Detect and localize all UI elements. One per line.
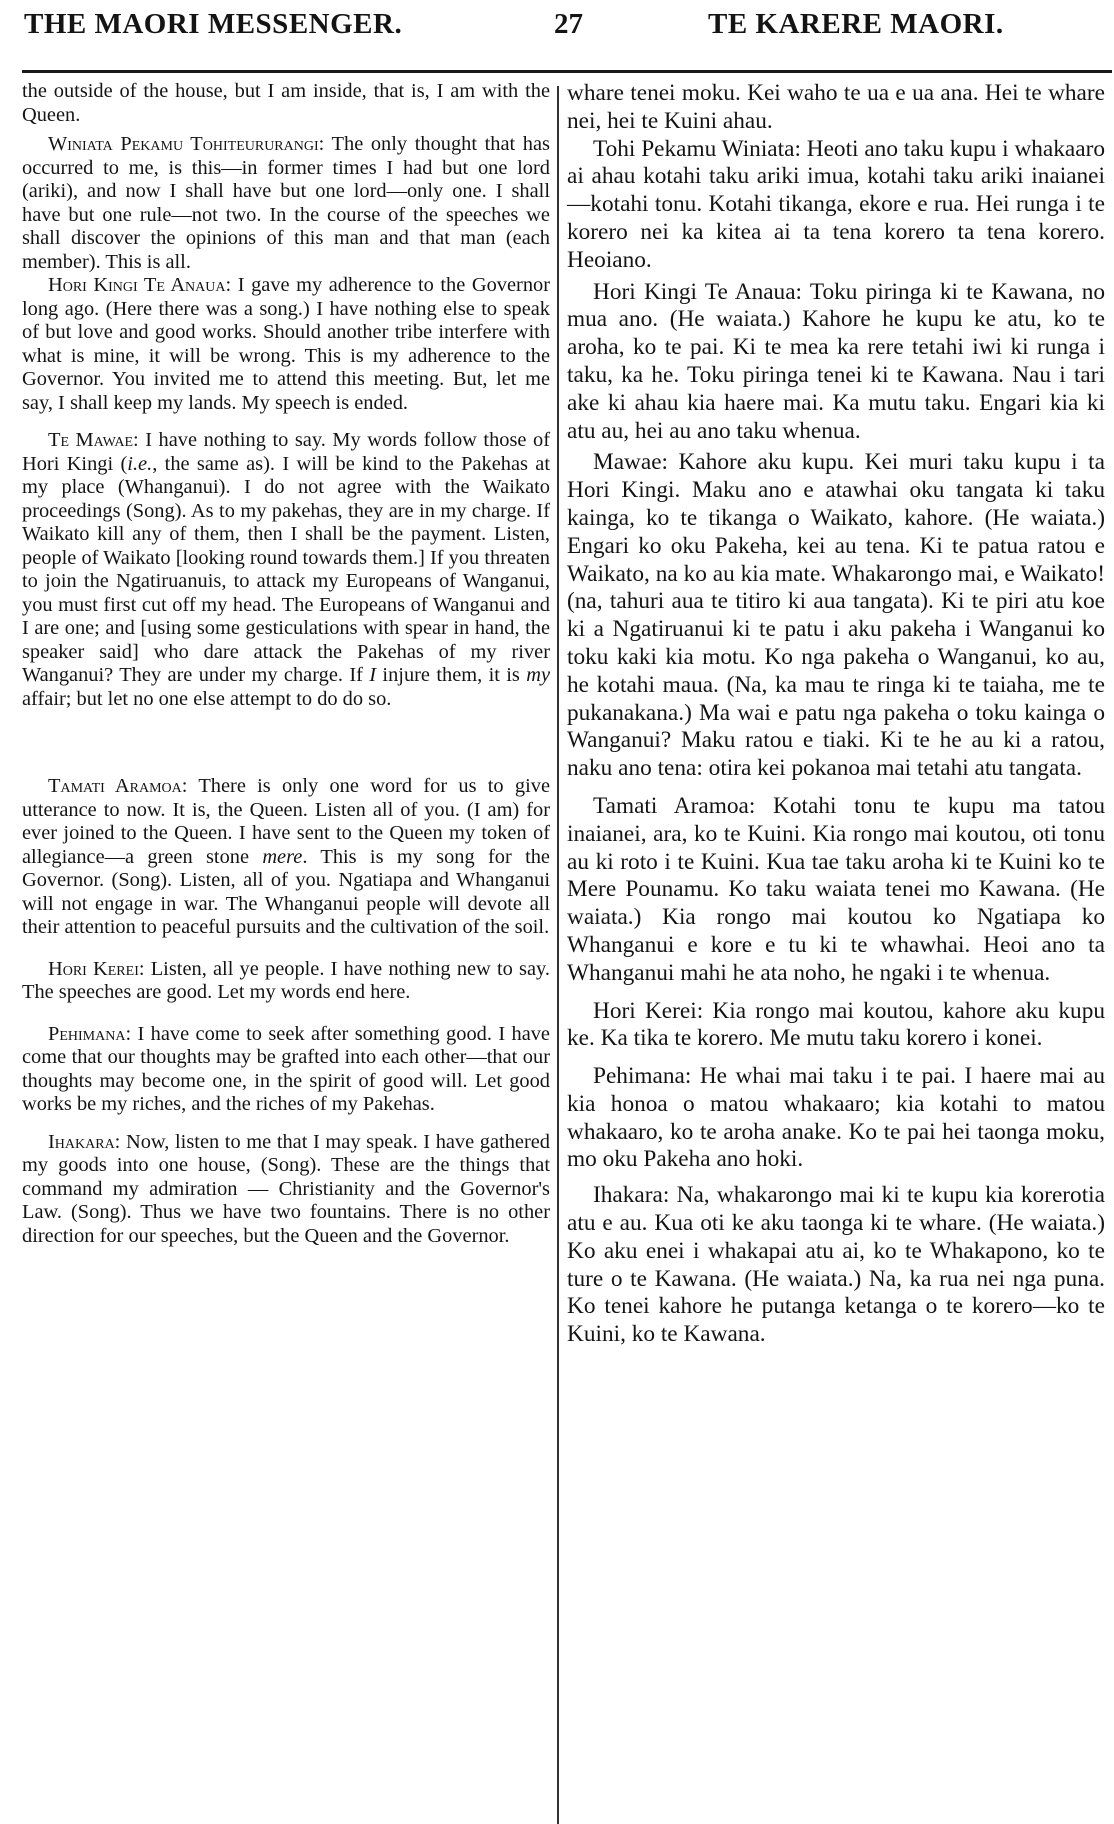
english-paragraph-continuation: the outside of the house, but I am inside, that is, I am with the Queen. xyxy=(22,80,550,126)
maori-paragraph-pehimana: Pehimana: He whai mai taku i te pai. I haere mai au kia honoa o matou whakaaro; kia kotahi to matou whakaaro, ko te aroha anake. Ko te pai hei taonga moku, mo oku Pakeha ano hoki. xyxy=(567,1063,1105,1173)
speaker-name: Hori Kerei: xyxy=(48,957,145,980)
speech-text: , the same as). I will be kind to the Pakehas at my place (Whanganui). I do not agree with the Waikato proceedings (Song). As to my pakehas, they are in my charge. If Waikato kill any of them, then I shall be the payment. Listen, people of Waikato [looking round towards them.] If you threaten to join the Ngatiruanuis, to attack my Europeans of Wanganui, you must first cut off my head. The Europeans of Wanganui and I are one; and [using some gesticulations with spear in hand, the speaker said] who dare attack the Pakehas of my river Wanganui? They are under my charge. If xyxy=(22,452,551,686)
speech-text-italic: I xyxy=(369,664,377,686)
column-divider xyxy=(557,86,559,1824)
page-number: 27 xyxy=(554,8,583,40)
english-paragraph-hori-kingi xyxy=(22,274,550,415)
header-rule xyxy=(22,70,1112,73)
speech-text: Listen, all ye people. I have nothing new to say. The speeches are good. Let my words end here. xyxy=(22,957,550,1003)
english-paragraph-pehimana xyxy=(22,1023,550,1117)
speaker-name: Tamati Aramoa: xyxy=(48,775,188,797)
speaker-name: Hori Kingi Te Anaua: xyxy=(48,274,232,296)
english-column xyxy=(22,80,550,1248)
speaker-name: Winiata Pekamu Tohiteururangi: xyxy=(48,133,325,155)
speech-text: Now, listen to me that I may speak. I have gathered my goods into one house, (Song). These are the things that command my admiration — Christianity and the Governor's Law. (Song). Thus we have two fountains. There is no other direction for our speeches, but the Queen and the Governor. xyxy=(22,1130,550,1247)
maori-masthead: TE KARERE MAORI. xyxy=(708,8,1004,40)
speaker-name: Ihakara: xyxy=(48,1130,121,1153)
maori-paragraph-tohi: Tohi Pekamu Winiata: Heoti ano taku kupu i whakaaro ai ahau kotahi taku ariki imua, kotahi taku ariki inaianei—kotahi tonu. Kotahi tikanga, ekore e rua. Hei runga i te korero nei ka kitea ai ta tena korero ta tena korero. Heoiano. xyxy=(567,135,1105,273)
english-paragraph-hori-kerei xyxy=(22,958,550,1005)
speech-text: The only thought that has occurred to me, is this—in former times I had but one lord (ariki), and now I shall have but one lord—only one. I shall have but one rule—not two. In the course of the speeches we shall discover the opinions of this man and that man (each member). This is all. xyxy=(22,133,550,273)
speech-text-italic: my xyxy=(526,664,550,686)
page-header xyxy=(0,6,1114,56)
maori-paragraph-ihakara: Ihakara: Na, whakarongo mai ki te kupu kia korerotia atu e au. Kua oti ke aku taonga ki te whare. (He waiata.) Ko aku enei i whakapai atu ai, ko te Whakapono, ko te ture o te Kawana. (He waiata.) Na, ka rua nei nga puna. Ko tenei kahore he putanga ketanga o te korero—ko te Kuini, ko te Kawana. xyxy=(567,1182,1105,1348)
english-masthead: THE MAORI MESSENGER. xyxy=(24,8,403,40)
maori-paragraph-mawae: Mawae: Kahore aku kupu. Kei muri taku kupu i ta Hori Kingi. Maku ano e atawhai oku tangata ki taku kainga, ko te tikanga o Waikato, kahore. (He waiata.) Engari ko oku Pakeha, kei au tena. Ki te patua ratou e Waikato, na ko au kia mate. Whakarongo mai, e Waikato! (na, tahuri aua te titiro ki aua tangata). Ki te piri atu koe ki a Ngatiruanui ki te patu i aku pakeha i Wanganui ko toku kaki kia motu. Ko nga pakeha o Wanganui, ko au, he kotahi maua. (Na, ka mau te ringa ki te taiaha, me te pukanakana.) Ma wai e patu nga pakeha o toku kainga o Wanganui? Maku ratou e tiaki. Ki te he au ki a ratou, naku ano tena: otira kei pokanoa mai tetahi atu tangata. xyxy=(567,449,1105,782)
speech-text: . This is my song for the Governor. (Song). Listen, all of you. Ngatiapa and Whanganui will not engage in war. The Whanganui people will devote all their attention to peaceful pursuits and the cultivation of the soil. xyxy=(22,845,550,938)
english-paragraph-winiata xyxy=(22,133,550,274)
speech-text: I gave my adherence to the Governor long ago. (Here there was a song.) I have nothing else to speak of but love and good works. Should another tribe interfere with what is mine, it will be wrong. This is my adherence to the Governor. You invited me to attend this meeting. But, let me say, I shall keep my lands. My speech is ended. xyxy=(22,274,550,414)
speaker-name: Pehimana: xyxy=(48,1022,132,1045)
english-paragraph-tamati-aramoa xyxy=(22,775,550,940)
speech-text: There is only one word for us to give utterance to now. It is, the Queen. Listen all of you. (I am) for ever joined to the Queen. I have sent to the Queen my token of allegiance—a green stone xyxy=(22,775,550,868)
maori-paragraph-continuation: whare tenei moku. Kei waho te ua e ua ana. Hei te whare nei, hei te Kuini ahau. xyxy=(567,80,1105,134)
maori-paragraph-hori-kingi: Hori Kingi Te Anaua: Toku piringa ki te Kawana, no mua ano. (He waiata.) Kahore he kupu ke atu, ko te aroha, ko te pai. Ki te mea ka rere tetahi iwi ki runga i taku, ka he. Toku piringa tenei ki te Kawana. Nau i tari ake ki ahau kia haere mai. Ka mutu taku. Engari kia ki atu au, hei au ano taku whenua. xyxy=(567,278,1105,444)
speech-text: I have come to seek after something good. I have come that our thoughts may be grafted into each other—that our thoughts may become one, in the spirit of good will. Let good works be my riches, and the riches of my Pakehas. xyxy=(22,1022,550,1115)
speaker-name: Te Mawae: xyxy=(48,429,139,451)
speech-text-italic: mere xyxy=(262,845,303,868)
speech-text: injure them, it is xyxy=(376,664,527,686)
speech-text-italic: i.e. xyxy=(127,452,153,475)
maori-column xyxy=(567,80,1105,1349)
maori-paragraph-hori-kerei: Hori Kerei: Kia rongo mai koutou, kahore aku kupu ke. Ka tika te korero. Me mutu taku korero i konei. xyxy=(567,997,1105,1052)
english-paragraph-te-mawae xyxy=(22,429,550,711)
speech-text: I have nothing to say. My words follow those of Hori Kingi ( xyxy=(22,429,550,475)
english-paragraph-ihakara xyxy=(22,1131,550,1249)
maori-paragraph-tamati-aramoa: Tamati Aramoa: Kotahi tonu te kupu ma tatou inaianei, ara, ko te Kuini. Kia rongo mai koutou, oti tonu au ki roto i te Kuini. Kua tae taku aroha ki te Kuini ko te Mere Pounamu. Ko taku waiata tenei mo Kawana. (He waiata.) Kia rongo mai koutou ko Ngatiapa ko Whanganui e kore e tu ki te whawhai. Heoi ano ta Whanganui mahi he ata noho, he ngaki i te whenua. xyxy=(567,792,1105,986)
speech-text: affair; but let no one else attempt to do do so. xyxy=(22,687,392,710)
